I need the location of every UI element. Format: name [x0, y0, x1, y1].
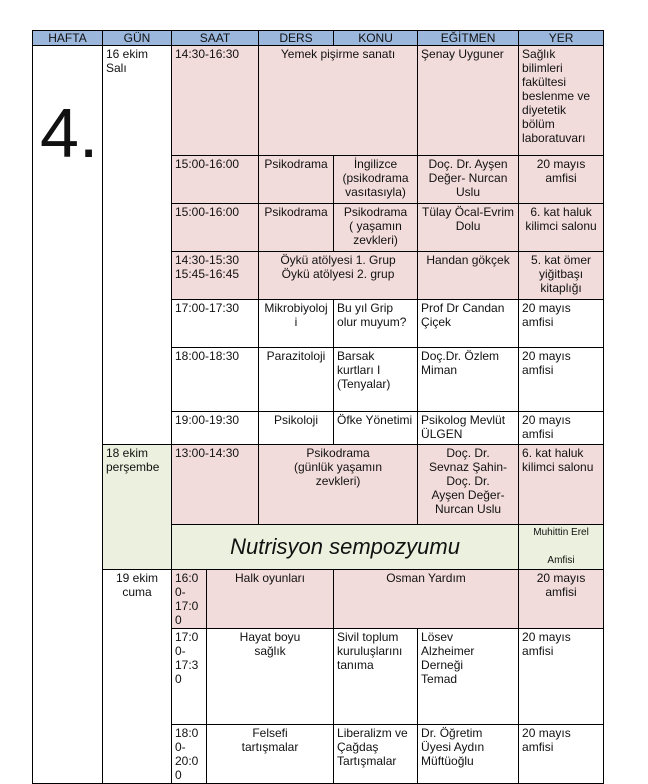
- week-number: 4.: [33, 46, 103, 784]
- header-hafta: HAFTA: [33, 31, 103, 46]
- header-row: [33, 31, 604, 46]
- ders-cell: Psikodrama: [259, 204, 334, 252]
- header-yer: YER: [519, 31, 604, 46]
- table-row: [33, 570, 604, 629]
- egitmen-cell: Handan gökçek: [418, 252, 519, 300]
- konu-cell: İngilizce (psikodrama vasıtasıyla): [334, 156, 418, 204]
- ders-cell: Halk oyunları: [207, 570, 334, 629]
- ders-cell: Felsefi tartışmalar: [207, 725, 334, 784]
- ders-cell: Yemek pişirme sanatı: [259, 46, 418, 156]
- header-saat: SAAT: [172, 31, 259, 46]
- ders-cell: Öykü atölyesi 1. Grup Öykü atölyesi 2. grup: [259, 252, 418, 300]
- egitmen-cell: Osman Yardım: [334, 570, 519, 629]
- sympozium-title: Nutrisyon sempozyumu: [172, 525, 519, 570]
- saat-cell: 18:00-18:30: [172, 348, 259, 412]
- konu-cell: Psikodrama ( yaşamın zevkleri): [334, 204, 418, 252]
- egitmen-cell: Dr. Öğretim Üyesi Aydın Müftüoğlu: [418, 725, 519, 784]
- yer-cell: 6. kat haluk kilimci salonu: [519, 204, 604, 252]
- egitmen-cell: Doç. Dr. Sevnaz Şahin- Doç. Dr. Ayşen Değer- Nurcan Uslu: [418, 445, 519, 525]
- saat-cell: 19:00-19:30: [172, 412, 259, 445]
- header-gun: GÜN: [103, 31, 172, 46]
- ders-cell: Hayat boyu sağlık: [207, 629, 334, 725]
- yer-cell: 20 mayıs amfisi: [519, 570, 604, 629]
- ders-cell: Parazitoloji: [259, 348, 334, 412]
- table-row: [33, 445, 604, 525]
- saat-cell: 18:00- 20:00: [172, 725, 207, 784]
- egitmen-cell: Tülay Öcal-Evrim Dolu: [418, 204, 519, 252]
- konu-cell: Barsak kurtları I (Tenyalar): [334, 348, 418, 412]
- egitmen-cell: Doç.Dr. Özlem Miman: [418, 348, 519, 412]
- yer-cell: 6. kat haluk kilimci salonu: [519, 445, 604, 525]
- day-cell: 19 ekim cuma: [103, 570, 172, 784]
- yer-cell: 5. kat ömer yiğitbaşı kitaplığı: [519, 252, 604, 300]
- saat-cell: 14:30-15:30 15:45-16:45: [172, 252, 259, 300]
- saat-cell: 17:00- 17:30: [172, 629, 207, 725]
- day-cell: 16 ekim Salı: [103, 46, 172, 445]
- saat-cell: 15:00-16:00: [172, 156, 259, 204]
- saat-cell: 14:30-16:30: [172, 46, 259, 156]
- saat-cell: 17:00-17:30: [172, 300, 259, 348]
- yer-cell: 20 mayıs amfisi: [519, 629, 604, 725]
- saat-cell: 15:00-16:00: [172, 204, 259, 252]
- konu-cell: Bu yıl Grip olur muyum?: [334, 300, 418, 348]
- header-ders: DERS: [259, 31, 334, 46]
- egitmen-cell: Psikolog Mevlüt ÜLGEN: [418, 412, 519, 445]
- yer-cell: 20 mayıs amfisi: [519, 412, 604, 445]
- yer-cell: 20 mayıs amfisi: [519, 156, 604, 204]
- ders-cell: Psikodrama (günlük yaşamın zevkleri): [259, 445, 418, 525]
- konu-cell: Sivil toplum kuruluşlarını tanıma: [334, 629, 418, 725]
- konu-cell: Öfke Yönetimi: [334, 412, 418, 445]
- schedule-table: [32, 30, 604, 784]
- egitmen-cell: Doç. Dr. Ayşen Değer- Nurcan Uslu: [418, 156, 519, 204]
- saat-cell: 13:00-14:30: [172, 445, 259, 525]
- yer-cell: Sağlık bilimleri fakültesi beslenme ve diyetetik bölüm laboratuvarı: [519, 46, 604, 156]
- table-row: [33, 46, 604, 156]
- egitmen-cell: Lösev Alzheimer Derneği Temad: [418, 629, 519, 725]
- header-konu: KONU: [334, 31, 418, 46]
- saat-cell: 16:00- 17:00: [172, 570, 207, 629]
- egitmen-cell: Prof Dr Candan Çiçek: [418, 300, 519, 348]
- day-cell: 18 ekim perşembe: [103, 445, 172, 570]
- yer-cell: 20 mayıs amfisi: [519, 348, 604, 412]
- ders-cell: Psikodrama: [259, 156, 334, 204]
- ders-cell: Mikrobiyoloj i: [259, 300, 334, 348]
- ders-cell: Psikoloji: [259, 412, 334, 445]
- yer-cell: 20 mayıs amfisi: [519, 725, 604, 784]
- header-egitmen: EĞİTMEN: [418, 31, 519, 46]
- yer-cell: Muhittin Erel Amfisi: [519, 525, 604, 570]
- konu-cell: Liberalizm ve Çağdaş Tartışmalar: [334, 725, 418, 784]
- yer-cell: 20 mayıs amfisi: [519, 300, 604, 348]
- egitmen-cell: Şenay Uyguner: [418, 46, 519, 156]
